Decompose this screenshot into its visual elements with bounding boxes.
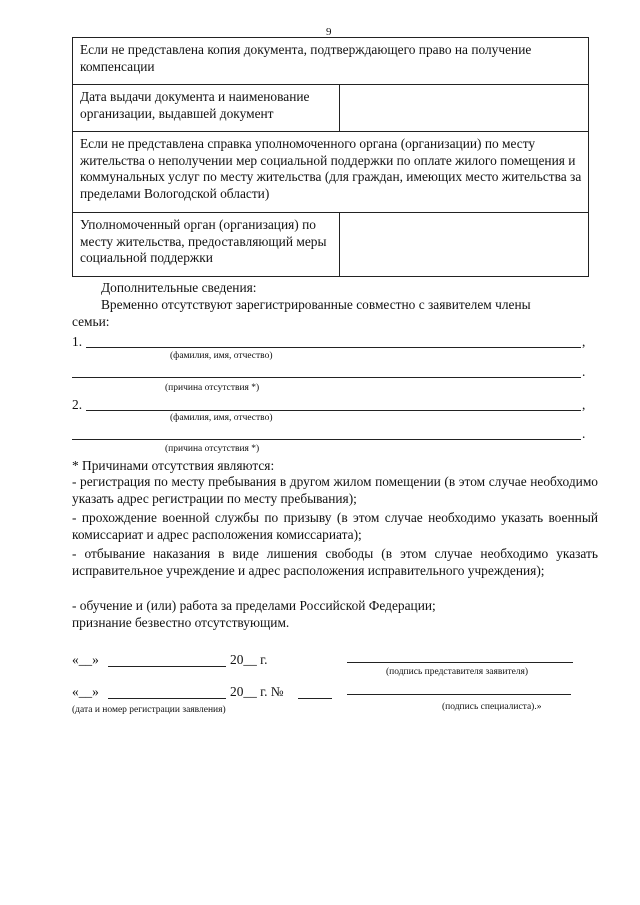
- member-2-period: .: [582, 426, 586, 441]
- table-cell-doc-date-value[interactable]: [340, 85, 588, 131]
- table-cell-doc-date-label: Дата выдачи документа и наименование организации, выдавшей документ: [73, 85, 340, 131]
- additional-intro-line1: Временно отсутствуют зарегистрированные совместно с заявителем члены: [101, 297, 531, 312]
- table-cell-authority-value[interactable]: [340, 213, 588, 276]
- reason-item: - отбывание наказания в виде лишения свободы (в этом случае необходимо указать исправительное учреждение и адрес расположения исправительного учреждения);: [72, 546, 598, 578]
- rep-year: 20__ г.: [230, 652, 268, 667]
- member-2-reason-caption: (причина отсутствия *): [165, 444, 260, 454]
- member-1-number: 1.: [72, 334, 83, 349]
- member-2-reason-field[interactable]: [72, 439, 581, 440]
- specialist-signature-caption: (подпись специалиста).»: [442, 702, 542, 712]
- additional-title: Дополнительные сведения:: [101, 280, 257, 295]
- member-2-name-field[interactable]: [86, 410, 581, 411]
- reason-item: признание безвестно отсутствующим.: [72, 615, 290, 630]
- table-row-compensation-doc: [73, 38, 588, 85]
- table-cell-authority-label: Уполномоченный орган (организация) по месту жительства, предоставляющий меры социальной поддержки: [73, 213, 340, 276]
- member-1-comma: ,: [582, 334, 586, 349]
- reg-date-open: «__»: [72, 684, 99, 699]
- member-2-number: 2.: [72, 397, 83, 412]
- table-cell-compensation-doc: Если не представлена копия документа, подтверждающего право на получение компенсации: [80, 42, 532, 74]
- additional-intro-line2: семьи:: [72, 314, 110, 329]
- table-cell-certificate: Если не представлена справка уполномоченного органа (организации) по месту жительства о неполучении мер социальной поддержки по оплате жилого помещения и коммунальных услуг по месту жительства (для граждан, имеющих место жительства за пределами Вологодской области): [80, 136, 582, 201]
- member-2-name-caption: (фамилия, имя, отчество): [170, 413, 273, 423]
- rep-signature-field[interactable]: [347, 662, 573, 663]
- specialist-signature-field[interactable]: [347, 694, 571, 695]
- page-number: 9: [326, 26, 332, 38]
- member-1-name-field[interactable]: [86, 347, 581, 348]
- reason-item: - прохождение военной службы по призыву (в этом случае необходимо указать военный комиссариат и адрес расположения комиссариата);: [72, 510, 598, 542]
- reg-caption: (дата и номер регистрации заявления): [72, 705, 226, 715]
- rep-date-open: «__»: [72, 652, 99, 667]
- member-2-comma: ,: [582, 397, 586, 412]
- table-row-certificate: [73, 132, 588, 213]
- table-row-authority: [73, 213, 588, 276]
- rep-signature-caption: (подпись представителя заявителя): [386, 667, 529, 677]
- reg-number-field[interactable]: [298, 698, 332, 699]
- member-1-reason-field[interactable]: [72, 377, 581, 378]
- reasons-heading: * Причинами отсутствия являются:: [72, 458, 275, 473]
- reg-date-month-field[interactable]: [108, 698, 226, 699]
- member-1-reason-caption: (причина отсутствия *): [165, 383, 260, 393]
- table-row-doc-date: [73, 85, 588, 132]
- member-1-name-caption: (фамилия, имя, отчество): [170, 351, 273, 361]
- rep-date-month-field[interactable]: [108, 666, 226, 667]
- member-1-period: .: [582, 364, 586, 379]
- reason-item: - обучение и (или) работа за пределами Российской Федерации;: [72, 598, 436, 613]
- reason-item: - регистрация по месту пребывания в другом жилом помещении (в этом случае необходимо указать адрес регистрации по месту пребывания);: [72, 474, 598, 506]
- reg-year: 20__ г. №: [230, 684, 284, 699]
- info-table: [72, 37, 589, 277]
